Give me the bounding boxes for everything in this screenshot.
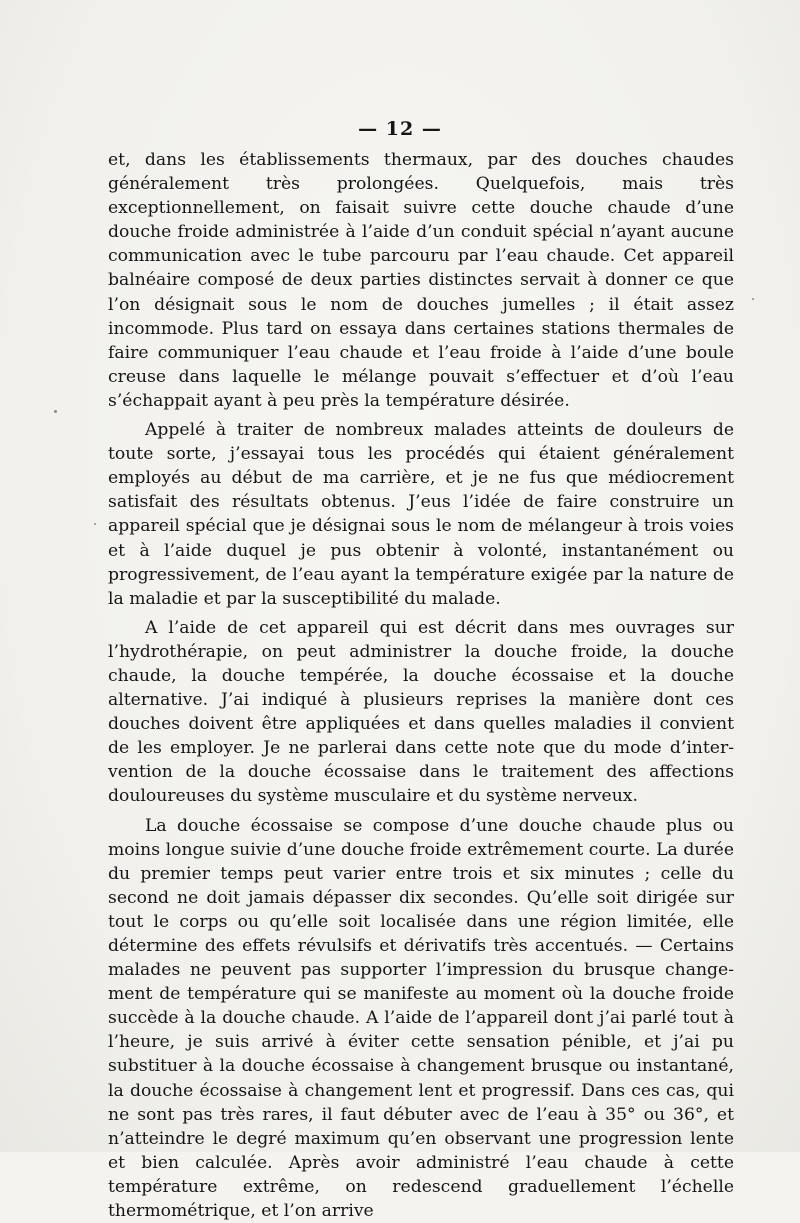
paragraph-2: Appelé à traiter de nombreux malades atteints de douleurs de toute sorte, j’essayai tous les procédés qui étaient généralement employés au début de ma carrière, et je ne fus que médiocrement satisfait des résultats obtenus. J’eus l’idée de faire construire un appareil spécial que je désignai sous le nom de mélangeur à trois voies et à l’aide duquel je pus obtenir à volonté, instantanément ou progressivement, de l’eau ayant la température exigée par la nature de la maladie et par la susceptibilité du malade. — [108, 420, 734, 609]
paper-speck — [54, 410, 57, 413]
page-number: — 12 — — [358, 118, 442, 140]
body-text — [108, 148, 734, 1223]
paragraph-1: et, dans les établissements thermaux, par des douches chaudes généralement très prolongées. Quelquefois, mais très exceptionnellement, on faisait suivre cette douche chaude d’une douche froide administrée à l’aide d’un conduit spécial n’ayant aucune communication avec le tube parcouru par l’eau chaude. Cet appareil balnéaire composé de deux parties distinctes servait à donner ce que l’on désignait sous le nom de douches jumelles ; il était assez incommode. Plus tard on essaya dans certaines stations thermales de faire communiquer l’eau chaude et l’eau froide à l’aide d’une boule creuse dans laquelle le mélange pouvait s’effectuer et d’où l’eau s’échappait ayant à peu près la température désirée. — [108, 150, 734, 411]
paragraph-4: La douche écossaise se compose d’une douche chaude plus ou moins longue suivie d’une douche froide extrêmement courte. La durée du premier temps peut varier entre trois et six minutes ; celle du second ne doit jamais dépasser dix secondes. Qu’elle soit dirigée sur tout le corps ou qu’elle soit localisée dans une région limitée, elle détermine des effets révulsifs et dérivatifs très accentués. — Certains malades ne peuvent pas supporter l’impression du brusque changement de température qui se manifeste au moment où la douche froide succède à la douche chaude. A l’aide de l’appareil dont j’ai parlé tout à l’heure, je suis arrivé à éviter cette sensation pénible, et j’ai pu substituer à la douche écossaise à changement brusque ou instantané, la douche écossaise à changement lent et progressif. Dans ces cas, qui ne sont pas très rares, il faut débuter avec de l’eau à 35° ou 36°, et n’atteindre le degré maximum qu’en observant une progression lente et bien calculée. Après avoir administré l’eau chaude à cette température extrême, on redescend graduellement l’échelle thermométrique, et l’on arrive — [108, 815, 734, 1222]
paragraph-3: A l’aide de cet appareil qui est décrit dans mes ouvrages sur l’hydrothérapie, on peut administrer la douche froide, la douche chaude, la douche tempérée, la douche écossaise et la douche alternative. J’ai indiqué à plusieurs reprises la manière dont ces douches doivent être appliquées et dans quelles maladies il convient de les employer. Je ne parlerai dans cette note que du mode d’intervention de la douche écossaise dans le traitement des affections douloureuses du système musculaire et du système nerveux. — [108, 617, 734, 807]
paper-speck — [94, 523, 96, 525]
paper-speck — [752, 298, 754, 300]
